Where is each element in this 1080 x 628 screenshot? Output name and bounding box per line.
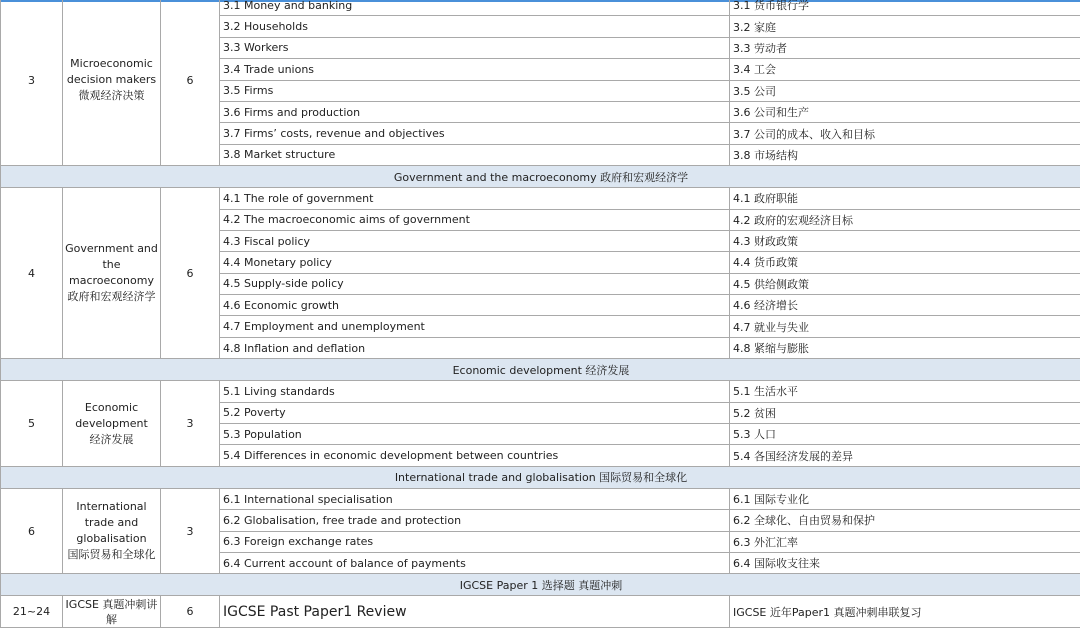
item-zh: 4.8 紧缩与膨胀 xyxy=(730,337,1080,358)
section-row xyxy=(1,359,1080,381)
item-zh: 5.2 贫困 xyxy=(730,402,1080,423)
item-zh: 4.1 政府职能 xyxy=(730,188,1080,209)
item-zh: 3.1 货币银行学 xyxy=(730,0,1080,16)
table-row xyxy=(1,488,1080,509)
item-zh: 6.4 国际收支往来 xyxy=(730,552,1080,573)
item-en: 3.8 Market structure xyxy=(220,144,730,165)
unit-hours: 6 xyxy=(161,0,220,166)
item-zh: 5.3 人口 xyxy=(730,424,1080,445)
item-en: 5.1 Living standards xyxy=(220,381,730,402)
item-en: 4.3 Fiscal policy xyxy=(220,230,730,251)
unit-number: 5 xyxy=(1,381,63,467)
unit-topic-zh: 国际贸易和全球化 xyxy=(65,547,158,563)
unit-hours: 6 xyxy=(161,188,220,359)
item-zh: 5.4 各国经济发展的差异 xyxy=(730,445,1080,466)
item-en: 5.4 Differences in economic development between countries xyxy=(220,445,730,466)
unit-topic-en: Government and the macroeconomy xyxy=(65,241,158,289)
item-zh: 4.2 政府的宏观经济目标 xyxy=(730,209,1080,230)
item-zh: 3.7 公司的成本、收入和目标 xyxy=(730,123,1080,144)
item-en: 3.7 Firms’ costs, revenue and objectives xyxy=(220,123,730,144)
item-en: 4.1 The role of government xyxy=(220,188,730,209)
unit-number: 4 xyxy=(1,188,63,359)
unit-topic: IGCSE 真题冲刺讲解 xyxy=(63,596,161,628)
item-zh: 4.3 财政政策 xyxy=(730,230,1080,251)
item-en: 6.2 Globalisation, free trade and protection xyxy=(220,510,730,531)
item-en: 4.2 The macroeconomic aims of government xyxy=(220,209,730,230)
unit-number: 21~24 xyxy=(1,596,63,628)
unit-hours: 3 xyxy=(161,488,220,574)
item-zh: 3.6 公司和生产 xyxy=(730,101,1080,122)
unit-topic xyxy=(63,381,161,467)
item-en: 4.8 Inflation and deflation xyxy=(220,337,730,358)
item-zh: 4.7 就业与失业 xyxy=(730,316,1080,337)
item-zh: 6.3 外汇汇率 xyxy=(730,531,1080,552)
item-en: IGCSE Past Paper1 Review xyxy=(220,596,730,628)
section-row xyxy=(1,166,1080,188)
item-en: 4.6 Economic growth xyxy=(220,295,730,316)
item-en: 3.2 Households xyxy=(220,16,730,37)
unit-topic-zh: 政府和宏观经济学 xyxy=(65,289,158,305)
section-title: Government and the macroeconomy 政府和宏观经济学 xyxy=(1,166,1080,188)
unit-hours: 6 xyxy=(161,596,220,628)
section-row xyxy=(1,574,1080,596)
table-row xyxy=(1,188,1080,209)
item-en: 5.2 Poverty xyxy=(220,402,730,423)
item-zh: 4.4 货币政策 xyxy=(730,252,1080,273)
table-row xyxy=(1,381,1080,402)
unit-number: 6 xyxy=(1,488,63,574)
item-en: 4.5 Supply-side policy xyxy=(220,273,730,294)
item-zh: 5.1 生活水平 xyxy=(730,381,1080,402)
section-row xyxy=(1,466,1080,488)
unit-topic-en: Economic development xyxy=(65,400,158,432)
section-title: IGCSE Paper 1 选择题 真题冲刺 xyxy=(1,574,1080,596)
item-zh: 6.1 国际专业化 xyxy=(730,488,1080,509)
item-en: 3.6 Firms and production xyxy=(220,101,730,122)
item-en: 5.3 Population xyxy=(220,424,730,445)
unit-number: 3 xyxy=(1,0,63,166)
unit-topic-zh: 微观经济决策 xyxy=(65,88,158,104)
item-zh: 3.8 市场结构 xyxy=(730,144,1080,165)
unit-topic-en: Microeconomic decision makers xyxy=(65,56,158,88)
item-en: 6.3 Foreign exchange rates xyxy=(220,531,730,552)
section-title: International trade and globalisation 国际贸易和全球化 xyxy=(1,466,1080,488)
item-en: 3.5 Firms xyxy=(220,80,730,101)
item-zh: 4.6 经济增长 xyxy=(730,295,1080,316)
unit-hours: 3 xyxy=(161,381,220,467)
item-zh: 4.5 供给侧政策 xyxy=(730,273,1080,294)
item-en: 6.1 International specialisation xyxy=(220,488,730,509)
item-zh: 3.2 家庭 xyxy=(730,16,1080,37)
unit-topic xyxy=(63,488,161,574)
unit-topic xyxy=(63,188,161,359)
item-en: 3.4 Trade unions xyxy=(220,59,730,80)
item-en: 4.7 Employment and unemployment xyxy=(220,316,730,337)
item-zh: 6.2 全球化、自由贸易和保护 xyxy=(730,510,1080,531)
item-en: 3.3 Workers xyxy=(220,37,730,58)
unit-topic-zh: 经济发展 xyxy=(65,432,158,448)
item-zh: 3.3 劳动者 xyxy=(730,37,1080,58)
unit-topic xyxy=(63,0,161,166)
item-en: 3.1 Money and banking xyxy=(220,0,730,16)
table-row xyxy=(1,0,1080,16)
item-zh: IGCSE 近年Paper1 真题冲刺串联复习 xyxy=(730,596,1080,628)
unit-topic-en: International trade and globalisation xyxy=(65,499,158,547)
item-zh: 3.4 工会 xyxy=(730,59,1080,80)
table-row xyxy=(1,596,1080,628)
item-en: 4.4 Monetary policy xyxy=(220,252,730,273)
item-zh: 3.5 公司 xyxy=(730,80,1080,101)
section-title: Economic development 经济发展 xyxy=(1,359,1080,381)
item-en: 6.4 Current account of balance of payments xyxy=(220,552,730,573)
